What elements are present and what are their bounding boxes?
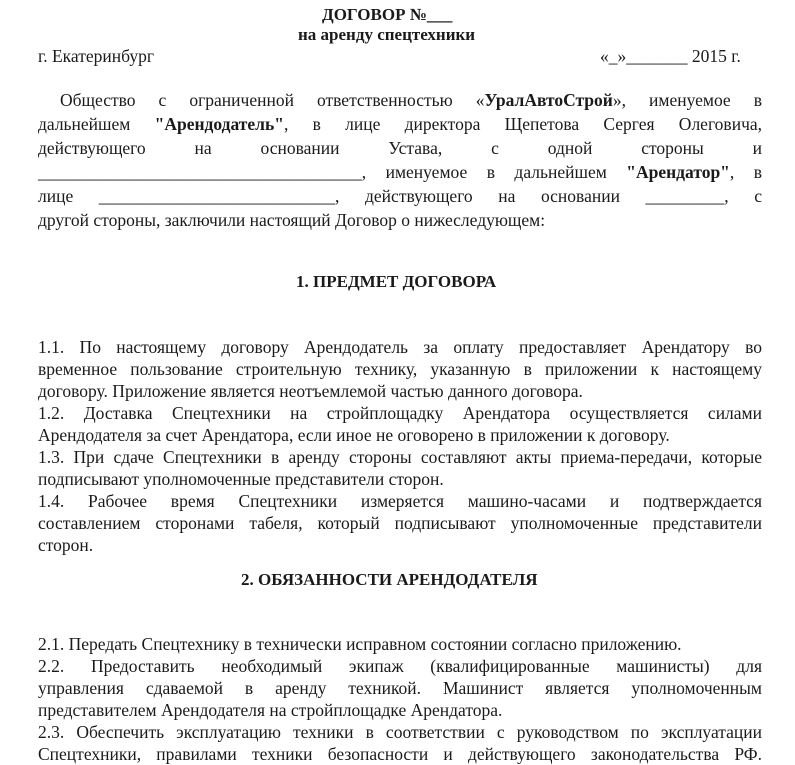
section-2-line: 2.3. Обеспечить эксплуатацию техники в соответствии с руководством по эксплуатации xyxy=(38,722,762,742)
contract-subtitle: на аренду спецтехники xyxy=(298,25,476,44)
intro-text: Общество с ограниченной ответственностью « xyxy=(60,90,485,110)
intro-line-1 xyxy=(60,89,762,111)
intro-text: дальнейшем xyxy=(38,114,155,134)
intro-line-4 xyxy=(38,161,762,183)
section-1-line: временное пользование строительную технику, указанную в приложении к настоящему xyxy=(38,359,762,379)
intro-line-2 xyxy=(38,113,762,135)
section-2-heading: 2. ОБЯЗАННОСТИ АРЕНДОДАТЕЛЯ xyxy=(241,570,538,589)
section-2-line: Спецтехники, правилами техники безопасности и действующего законодательства РФ. xyxy=(38,744,762,764)
section-1-line: 1.1. По настоящему договору Арендодатель за оплату предоставляет Арендатору во xyxy=(38,337,762,357)
section-1-heading: 1. ПРЕДМЕТ ДОГОВОРА xyxy=(296,272,497,291)
section-1-line: 1.4. Рабочее время Спецтехники измеряется машино-часами и подтверждается xyxy=(38,491,762,511)
contract-date: «_»_______ 2015 г. xyxy=(600,46,741,66)
intro-text: , в лице директора Щепетова Сергея Олеговича, xyxy=(283,114,763,134)
intro-text: _____________________________________, именуемое в дальнейшем xyxy=(38,162,627,182)
intro-text: », именуемое в xyxy=(612,90,762,110)
contract-title: ДОГОВОР №___ xyxy=(322,5,453,24)
section-2-line: 2.1. Передать Спецтехнику в технически исправном состоянии согласно приложению. xyxy=(38,634,682,654)
section-2-line: 2.2. Предоставить необходимый экипаж (квалифицированные машинисты) для xyxy=(38,656,762,676)
section-2-line: управления сдаваемой в аренду техникой. Машинист является уполномоченным xyxy=(38,678,762,698)
company-name: УралАвтоСтрой xyxy=(484,90,613,110)
lessee-term: "Арендатор" xyxy=(626,162,730,182)
section-1-line: 1.3. При сдаче Спецтехники в аренду стороны составляют акты приема-передачи, которые xyxy=(38,447,762,467)
section-1-line: подписывают уполномоченные представители сторон. xyxy=(38,469,444,489)
section-1-line: 1.2. Доставка Спецтехники на стройплощадку Арендатора осуществляется силами xyxy=(38,403,762,423)
intro-text: , в xyxy=(729,162,763,182)
section-2-line: представителем Арендодателя на стройплощадке Арендатора. xyxy=(38,700,503,720)
section-1-line: составлением сторонами табеля, который подписывают уполномоченные представители xyxy=(38,513,762,533)
section-1-line: сторон. xyxy=(38,535,94,555)
intro-line-3: действующего на основании Устава, с одной стороны и xyxy=(38,138,762,158)
intro-line-5: лице ___________________________, действующего на основании _________, с xyxy=(38,186,762,206)
lessor-term: "Арендодатель" xyxy=(154,114,284,134)
section-1-line: Арендодателя за счет Арендатора, если иное не оговорено в приложении к договору. xyxy=(38,425,670,445)
contract-city: г. Екатеринбург xyxy=(38,46,155,66)
section-1-line: договору. Приложение является неотъемлемой частью данного договора. xyxy=(38,381,583,401)
intro-line-6: другой стороны, заключили настоящий Договор о нижеследующем: xyxy=(38,210,546,230)
